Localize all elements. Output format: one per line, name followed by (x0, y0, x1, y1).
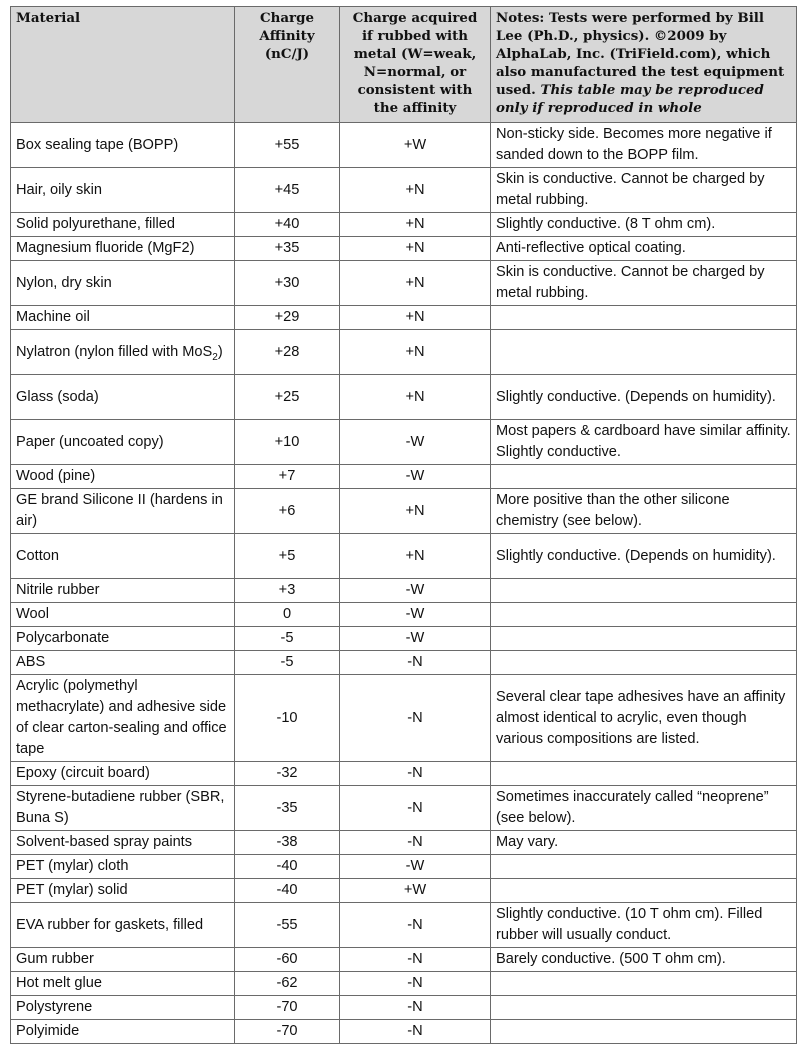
charge-affinity-cell: +45 (235, 168, 340, 213)
table-row (11, 855, 797, 879)
charge-affinity-cell: -5 (235, 627, 340, 651)
charge-affinity-cell: +5 (235, 534, 340, 579)
charge-affinity-cell: -35 (235, 786, 340, 831)
material-name: Polystyrene (16, 999, 93, 1015)
charge-acquired-cell: +N (340, 237, 491, 261)
material-name: Nylon, dry skin (16, 274, 112, 291)
notes-cell: Several clear tape adhesives have an affinity almost identical to acrylic, even though various compositions are listed. (491, 675, 797, 762)
header-affinity-line1: Charge (259, 10, 314, 26)
material-cell (11, 579, 235, 603)
material-name: Magnesium fluoride (MgF2) (16, 240, 195, 256)
table-row (11, 534, 797, 579)
material-subscript: 2 (212, 351, 218, 363)
material-name: Styrene-butadiene rubber (SBR, Buna S) (16, 789, 225, 826)
material-cell (11, 996, 235, 1020)
charge-acquired-cell: +N (340, 168, 491, 213)
notes-cell (491, 1020, 797, 1044)
table-row (11, 675, 797, 762)
notes-cell: Non-sticky side. Becomes more negative if sanded down to the BOPP film. (491, 123, 797, 168)
material-name: Solid polyurethane, filled (16, 216, 176, 232)
notes-cell (491, 579, 797, 603)
header-affinity-unit: (nC/J) (264, 46, 310, 62)
charge-affinity-cell: -38 (235, 831, 340, 855)
notes-cell (491, 465, 797, 489)
table-row (11, 330, 797, 375)
charge-acquired-cell: +N (340, 534, 491, 579)
table-row (11, 123, 797, 168)
material-cell (11, 762, 235, 786)
charge-acquired-cell: +N (340, 213, 491, 237)
table-row (11, 465, 797, 489)
material-cell (11, 948, 235, 972)
charge-affinity-cell: -40 (235, 879, 340, 903)
material-name: Nylatron (nylon filled with MoS (16, 343, 213, 360)
charge-affinity-cell: -55 (235, 903, 340, 948)
material-cell (11, 879, 235, 903)
table-row (11, 420, 797, 465)
charge-affinity-cell: -10 (235, 675, 340, 762)
header-charge-acquired: Charge acquired if rubbed with metal (W=weak, N=normal, or consistent with the affinity (340, 7, 491, 123)
charge-acquired-cell: -W (340, 420, 491, 465)
notes-cell: Skin is conductive. Cannot be charged by metal rubbing. (491, 168, 797, 213)
notes-cell (491, 306, 797, 330)
charge-acquired-cell: -N (340, 786, 491, 831)
material-cell (11, 489, 235, 534)
material-name: Glass (soda) (16, 388, 99, 405)
material-cell (11, 534, 235, 579)
material-name: Paper (uncoated copy) (16, 433, 164, 450)
notes-cell: Slightly conductive. (8 T ohm cm). (491, 213, 797, 237)
charge-acquired-cell: +N (340, 261, 491, 306)
table-row (11, 627, 797, 651)
material-name: Wood (pine) (16, 468, 96, 484)
material-name: Gum rubber (16, 951, 94, 967)
charge-acquired-cell: +W (340, 879, 491, 903)
table-row (11, 879, 797, 903)
charge-acquired-cell: +N (340, 330, 491, 375)
notes-cell: Anti-reflective optical coating. (491, 237, 797, 261)
material-cell (11, 213, 235, 237)
table-body (11, 123, 797, 1044)
notes-cell: Slightly conductive. (10 T ohm cm). Filled rubber will usually conduct. (491, 903, 797, 948)
notes-cell: More positive than the other silicone chemistry (see below). (491, 489, 797, 534)
charge-affinity-cell: -32 (235, 762, 340, 786)
charge-acquired-cell: -W (340, 579, 491, 603)
notes-cell (491, 972, 797, 996)
charge-acquired-cell: -N (340, 675, 491, 762)
notes-cell (491, 627, 797, 651)
charge-affinity-cell: -40 (235, 855, 340, 879)
material-name: GE brand Silicone II (hardens in air) (16, 492, 223, 529)
charge-acquired-cell: -N (340, 948, 491, 972)
charge-acquired-cell: -W (340, 465, 491, 489)
notes-cell: Skin is conductive. Cannot be charged by metal rubbing. (491, 261, 797, 306)
material-cell (11, 261, 235, 306)
material-cell (11, 237, 235, 261)
table-row (11, 762, 797, 786)
charge-acquired-cell: -N (340, 831, 491, 855)
charge-affinity-cell: 0 (235, 603, 340, 627)
notes-cell: Slightly conductive. (Depends on humidity). (491, 534, 797, 579)
material-cell (11, 651, 235, 675)
header-notes (491, 7, 797, 123)
notes-cell: Barely conductive. (500 T ohm cm). (491, 948, 797, 972)
material-name-suffix: ) (217, 343, 223, 360)
notes-cell: Most papers & cardboard have similar affinity. Slightly conductive. (491, 420, 797, 465)
table-row (11, 831, 797, 855)
material-cell (11, 831, 235, 855)
table-row (11, 375, 797, 420)
charge-affinity-cell: +6 (235, 489, 340, 534)
notes-cell (491, 762, 797, 786)
charge-affinity-cell: +30 (235, 261, 340, 306)
triboelectric-table (10, 6, 797, 1044)
material-name: Box sealing tape (BOPP) (16, 136, 179, 153)
material-name: PET (mylar) cloth (16, 858, 129, 874)
material-name: Polycarbonate (16, 630, 110, 646)
charge-affinity-cell: +55 (235, 123, 340, 168)
table-row (11, 579, 797, 603)
table-row (11, 306, 797, 330)
material-name: Cotton (16, 547, 59, 564)
material-name: Hot melt glue (16, 975, 102, 991)
material-name: ABS (16, 654, 46, 670)
charge-affinity-cell: +28 (235, 330, 340, 375)
notes-cell: Sometimes inaccurately called “neoprene” (see below). (491, 786, 797, 831)
charge-acquired-cell: -N (340, 996, 491, 1020)
material-name: Hair, oily skin (16, 181, 102, 198)
charge-acquired-cell: +W (340, 123, 491, 168)
charge-acquired-cell: +N (340, 306, 491, 330)
charge-affinity-cell: -70 (235, 1020, 340, 1044)
material-cell (11, 627, 235, 651)
charge-acquired-cell: -N (340, 762, 491, 786)
charge-affinity-cell: -5 (235, 651, 340, 675)
table-row (11, 489, 797, 534)
material-name: Nitrile rubber (16, 582, 100, 598)
table-row (11, 261, 797, 306)
charge-acquired-cell: -W (340, 855, 491, 879)
notes-cell (491, 330, 797, 375)
material-cell (11, 420, 235, 465)
material-name: Wool (16, 606, 49, 622)
material-cell (11, 903, 235, 948)
material-name: EVA rubber for gaskets, filled (16, 916, 204, 933)
table-row (11, 948, 797, 972)
material-name: Solvent-based spray paints (16, 834, 193, 850)
notes-cell (491, 855, 797, 879)
material-name: Machine oil (16, 309, 90, 325)
material-cell (11, 306, 235, 330)
material-cell (11, 465, 235, 489)
material-cell (11, 375, 235, 420)
notes-cell (491, 879, 797, 903)
charge-affinity-cell: +10 (235, 420, 340, 465)
notes-cell (491, 651, 797, 675)
notes-cell: May vary. (491, 831, 797, 855)
charge-affinity-cell: +3 (235, 579, 340, 603)
charge-affinity-cell: -62 (235, 972, 340, 996)
table-row (11, 903, 797, 948)
table-row (11, 651, 797, 675)
header-notes-text: Notes: Tests were performed by Bill Lee (Ph.D., physics). ©2009 by AlphaLab, Inc. (TriField.com), which also manufactured the test equipment used. (496, 10, 785, 98)
charge-acquired-cell: -N (340, 651, 491, 675)
charge-acquired-cell: +N (340, 375, 491, 420)
material-name: Polyimide (16, 1023, 80, 1039)
notes-cell (491, 603, 797, 627)
header-affinity-line2: Affinity (259, 28, 315, 44)
material-cell (11, 603, 235, 627)
charge-acquired-cell: -W (340, 627, 491, 651)
table-row (11, 786, 797, 831)
header-notes-reproduction-clause: This table may be reproduced only if reproduced in whole (496, 82, 764, 116)
charge-acquired-cell: -N (340, 972, 491, 996)
notes-cell: Slightly conductive. (Depends on humidity). (491, 375, 797, 420)
table-row (11, 972, 797, 996)
table-row (11, 603, 797, 627)
material-cell (11, 168, 235, 213)
table-row (11, 168, 797, 213)
material-name: PET (mylar) solid (16, 882, 128, 898)
table-row (11, 237, 797, 261)
charge-affinity-cell: +29 (235, 306, 340, 330)
charge-acquired-cell: -N (340, 1020, 491, 1044)
material-cell (11, 123, 235, 168)
table-row (11, 213, 797, 237)
header-material: Material (11, 7, 235, 123)
charge-acquired-cell: -W (340, 603, 491, 627)
table-row (11, 1020, 797, 1044)
material-cell (11, 330, 235, 375)
charge-affinity-cell: +7 (235, 465, 340, 489)
header-charge-affinity (235, 7, 340, 123)
material-name: Epoxy (circuit board) (16, 765, 150, 781)
table-row (11, 996, 797, 1020)
charge-acquired-cell: -N (340, 903, 491, 948)
material-cell (11, 1020, 235, 1044)
charge-affinity-cell: +25 (235, 375, 340, 420)
charge-affinity-cell: +35 (235, 237, 340, 261)
material-cell (11, 675, 235, 762)
charge-affinity-cell: +40 (235, 213, 340, 237)
charge-affinity-cell: -60 (235, 948, 340, 972)
charge-acquired-cell: +N (340, 489, 491, 534)
notes-cell (491, 996, 797, 1020)
material-cell (11, 972, 235, 996)
charge-affinity-cell: -70 (235, 996, 340, 1020)
material-cell (11, 855, 235, 879)
material-cell (11, 786, 235, 831)
material-name: Acrylic (polymethyl methacrylate) and adhesive side of clear carton-sealing and office tape (16, 678, 227, 757)
header-row (11, 7, 797, 123)
